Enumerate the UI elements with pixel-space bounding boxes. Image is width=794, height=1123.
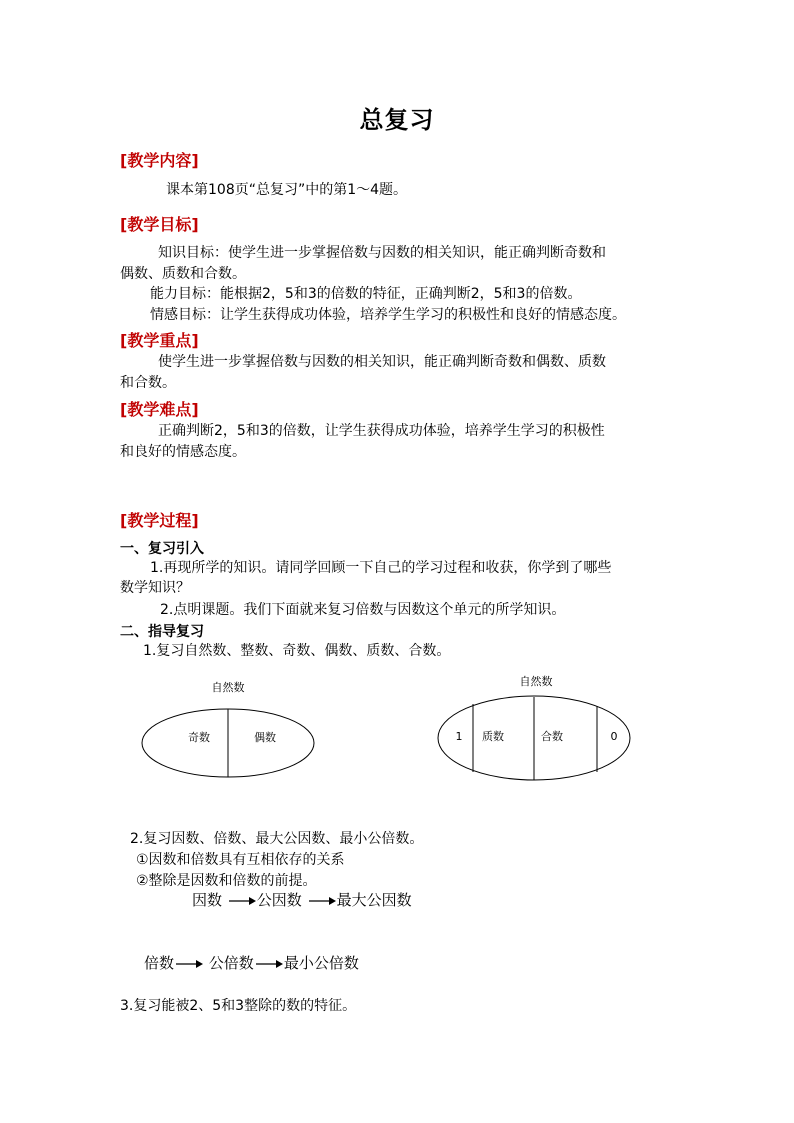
arrow-right-icon	[174, 958, 204, 970]
goal-emotion: 情感目标：让学生获得成功体验，培养学生学习的积极性和良好的情感态度。	[150, 307, 626, 323]
content-text: 课本第108页“总复习”中的第1～4题。	[166, 182, 408, 198]
arrow-right-icon	[254, 958, 284, 970]
diagram-right-one: 1	[455, 730, 463, 743]
diagram-left-label: 自然数	[211, 681, 245, 694]
process-item2: 2.复习因数、倍数、最大公因数、最小公倍数。	[130, 831, 424, 847]
process-p1-line2: 数学知识？	[120, 580, 190, 596]
part2-title: 二、指导复习	[120, 624, 204, 640]
key-line1: 使学生进一步掌握倍数与因数的相关知识，能正确判断奇数和偶数、质数	[158, 354, 606, 370]
flow1-factor: 因数	[192, 891, 223, 909]
process-p1-line1: 1.再现所学的知识。请同学回顾一下自己的学习过程和收获，你学到了哪些	[150, 560, 612, 576]
goal-knowledge-line1: 知识目标：使学生进一步掌握倍数与因数的相关知识，能正确判断奇数和	[158, 245, 606, 261]
process-item3: 3.复习能被2、5和3整除的数的特征。	[120, 998, 357, 1014]
section-heading-key: [教学重点]	[120, 331, 199, 350]
page-title: 总复习	[359, 106, 435, 134]
process-item2-b: ②整除是因数和倍数的前提。	[136, 873, 317, 889]
part1-title: 一、复习引入	[120, 541, 204, 557]
factor-flow	[192, 889, 412, 910]
process-item2-a: ①因数和倍数具有互相依存的关系	[136, 852, 345, 868]
difficulty-line2: 和良好的情感态度。	[120, 444, 246, 460]
section-heading-content: [教学内容]	[120, 151, 199, 170]
flow2-common-multiple: 公倍数	[208, 954, 254, 972]
diagram-left-even: 偶数	[254, 731, 276, 744]
section-heading-difficulty: [教学难点]	[120, 400, 199, 419]
section-heading-goals: [教学目标]	[120, 215, 199, 234]
goal-knowledge-line2: 偶数、质数和合数。	[120, 266, 246, 282]
arrow-right-icon	[307, 895, 337, 907]
difficulty-line1: 正确判断2，5和3的倍数，让学生获得成功体验，培养学生学习的积极性	[158, 423, 605, 439]
multiple-flow	[144, 952, 359, 973]
flow2-multiple: 倍数	[144, 954, 175, 972]
goal-ability: 能力目标：能根据2，5和3的倍数的特征，正确判断2，5和3的倍数。	[150, 286, 582, 302]
diagram-right-zero: 0	[610, 730, 618, 743]
flow2-lcm: 最小公倍数	[283, 954, 359, 972]
key-line2: 和合数。	[120, 375, 176, 391]
natural-numbers-odd-even-diagram	[135, 675, 335, 785]
diagram-right-composite: 合数	[541, 730, 563, 743]
diagram-left-odd: 奇数	[188, 731, 210, 744]
process-item1: 1.复习自然数、整数、奇数、偶数、质数、合数。	[143, 643, 451, 659]
flow1-common-factor: 公因数	[256, 891, 302, 909]
process-p2: 2.点明课题。我们下面就来复习倍数与因数这个单元的所学知识。	[160, 602, 566, 618]
diagram-right-label: 自然数	[519, 675, 553, 688]
diagram-right-prime: 质数	[482, 730, 504, 743]
arrow-right-icon	[227, 895, 257, 907]
flow1-gcf: 最大公因数	[336, 891, 412, 909]
natural-numbers-prime-composite-diagram	[430, 670, 640, 788]
section-heading-process: [教学过程]	[120, 511, 199, 530]
